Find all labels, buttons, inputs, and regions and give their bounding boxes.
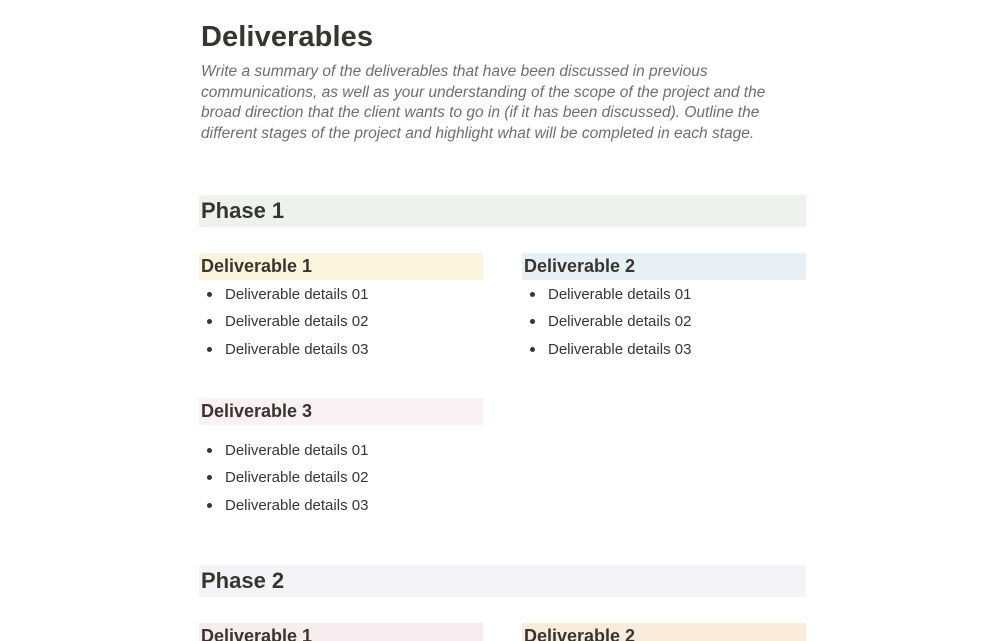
bullet-icon (530, 319, 535, 324)
list-item (201, 312, 368, 339)
list-item-text: Deliverable details 02 (225, 313, 369, 331)
bullet-icon (207, 319, 212, 324)
bullet-icon (207, 503, 212, 508)
phase-1-deliverable-2-heading: Deliverable 2 (522, 253, 806, 280)
list-item-text: Deliverable details 03 (548, 340, 692, 358)
list-item-text: Deliverable details 01 (548, 286, 692, 303)
page-title: Deliverables (201, 21, 374, 53)
phase-2-heading: Phase 2 (199, 565, 806, 597)
list-item (524, 340, 691, 367)
list-item (201, 285, 368, 312)
list-item-text: Deliverable details 01 (225, 286, 369, 303)
phase-1-deliverable-1-heading: Deliverable 1 (199, 253, 483, 280)
phase-1-deliverable-3-list (201, 441, 368, 523)
phase-1-deliverable-3-heading: Deliverable 3 (199, 398, 483, 425)
bullet-icon (207, 347, 212, 352)
bullet-icon (530, 347, 535, 352)
list-item (524, 285, 691, 312)
phase-1-deliverable-2-list (524, 285, 691, 367)
list-item-text: Deliverable details 01 (225, 442, 369, 459)
list-item (201, 441, 368, 468)
phase-1-deliverable-1-list (201, 285, 368, 367)
list-item (201, 496, 368, 523)
bullet-icon (207, 292, 212, 297)
list-item-text: Deliverable details 03 (225, 496, 369, 514)
bullet-icon (207, 448, 212, 453)
phase-1-heading: Phase 1 (199, 195, 806, 227)
list-item-text: Deliverable details 03 (225, 340, 369, 358)
list-item-text: Deliverable details 02 (225, 469, 369, 487)
list-item-text: Deliverable details 02 (548, 313, 692, 331)
bullet-icon (530, 292, 535, 297)
phase-2-deliverable-2-heading: Deliverable 2 (522, 623, 806, 641)
bullet-icon (207, 475, 212, 480)
list-item (524, 312, 691, 339)
list-item (201, 468, 368, 495)
list-item (201, 340, 368, 367)
phase-2-deliverable-1-heading: Deliverable 1 (199, 623, 483, 641)
intro-paragraph: Write a summary of the deliverables that have been discussed in previous communications, as well as your understanding of the scope of the project and the broad direction that the client wants to go in (if it has been discussed). Outline the different stages of the project and highlight what will be completed in each stage. (201, 63, 766, 142)
